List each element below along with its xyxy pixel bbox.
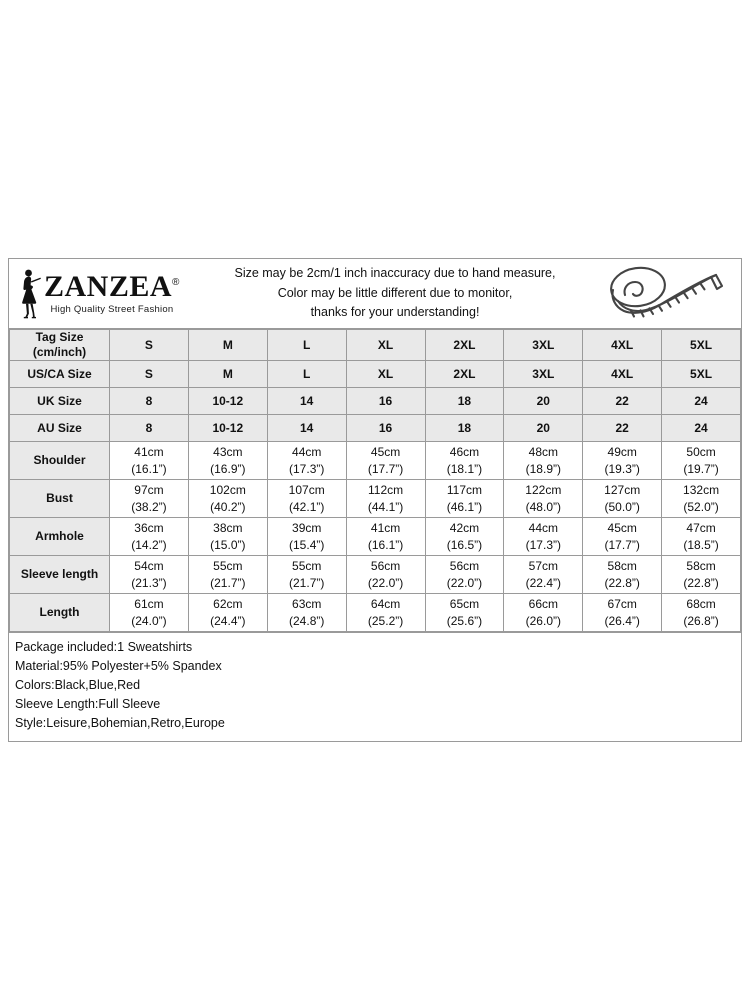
value-inch: (24.0”) bbox=[131, 613, 167, 628]
table-cell bbox=[425, 480, 504, 518]
value-cm: 44cm bbox=[292, 445, 322, 460]
value-cm: 122cm bbox=[525, 483, 562, 498]
value-inch: (15.4”) bbox=[289, 537, 325, 552]
table-row bbox=[10, 330, 741, 361]
brand-name-text: ZANZEA bbox=[44, 270, 173, 303]
value-cm: 36cm bbox=[134, 521, 164, 536]
value-cm: 55cm bbox=[292, 559, 322, 574]
footer-line: Package included:1 Sweatshirts bbox=[15, 640, 193, 654]
row-label: Bust bbox=[10, 480, 110, 518]
value-cm: 45cm bbox=[607, 521, 637, 536]
table-cell: XL bbox=[346, 361, 425, 388]
table-cell bbox=[267, 518, 346, 556]
table-cell: S bbox=[110, 361, 189, 388]
row-label: Shoulder bbox=[10, 442, 110, 480]
value-cm: 56cm bbox=[370, 559, 401, 574]
table-cell bbox=[504, 480, 583, 518]
row-label: Length bbox=[10, 594, 110, 632]
value-inch: (22.8”) bbox=[604, 575, 640, 590]
value-inch: (19.3”) bbox=[604, 461, 640, 476]
value-cm: 41cm bbox=[370, 521, 401, 536]
row-label-line-2: (cm/inch) bbox=[32, 345, 87, 359]
value-cm: 117cm bbox=[446, 483, 482, 498]
row-label-line-1: Tag Size bbox=[35, 330, 84, 344]
table-cell: 4XL bbox=[583, 361, 662, 388]
value-inch: (22.0”) bbox=[367, 575, 404, 590]
value-cm: 63cm bbox=[292, 597, 322, 612]
table-cell: 8 bbox=[110, 415, 189, 442]
value-inch: (38.2”) bbox=[131, 499, 167, 514]
value-cm: 127cm bbox=[604, 483, 641, 498]
row-label: US/CA Size bbox=[10, 361, 110, 388]
table-cell bbox=[267, 556, 346, 594]
table-cell bbox=[504, 556, 583, 594]
value-inch: (17.3”) bbox=[289, 461, 325, 476]
table-cell bbox=[188, 594, 267, 632]
table-cell bbox=[188, 518, 267, 556]
table-cell bbox=[662, 594, 741, 632]
value-cm: 41cm bbox=[134, 445, 164, 460]
value-inch: (21.7”) bbox=[289, 575, 325, 590]
value-inch: (14.2”) bbox=[131, 537, 167, 552]
table-cell: 16 bbox=[346, 388, 425, 415]
table-row bbox=[10, 594, 741, 632]
brand-logo bbox=[9, 259, 199, 328]
value-inch: (16.5”) bbox=[446, 537, 483, 552]
table-cell bbox=[188, 442, 267, 480]
table-cell: 14 bbox=[267, 388, 346, 415]
table-cell: XL bbox=[346, 330, 425, 361]
value-inch: (16.9”) bbox=[210, 461, 246, 476]
value-cm: 43cm bbox=[213, 445, 243, 460]
table-cell: 10-12 bbox=[188, 388, 267, 415]
value-cm: 102cm bbox=[209, 483, 246, 498]
value-inch: (25.2”) bbox=[367, 613, 404, 628]
value-inch: (26.8”) bbox=[683, 613, 719, 628]
value-cm: 97cm bbox=[134, 483, 164, 498]
table-cell bbox=[267, 480, 346, 518]
value-cm: 58cm bbox=[607, 559, 637, 574]
table-cell bbox=[425, 442, 504, 480]
table-row bbox=[10, 361, 741, 388]
table-cell: 20 bbox=[504, 415, 583, 442]
value-cm: 107cm bbox=[288, 483, 325, 498]
table-cell bbox=[110, 556, 189, 594]
row-label bbox=[10, 330, 110, 361]
measurement-notice bbox=[199, 264, 591, 322]
value-cm: 54cm bbox=[134, 559, 164, 574]
table-cell: 22 bbox=[583, 415, 662, 442]
chart-header-banner bbox=[9, 259, 741, 329]
value-cm: 42cm bbox=[449, 521, 480, 536]
value-cm: 64cm bbox=[370, 597, 401, 612]
table-cell bbox=[583, 480, 662, 518]
value-cm: 38cm bbox=[213, 521, 243, 536]
table-cell: 14 bbox=[267, 415, 346, 442]
footer-line: Sleeve Length:Full Sleeve bbox=[15, 697, 161, 711]
table-row bbox=[10, 556, 741, 594]
table-cell: 24 bbox=[662, 415, 741, 442]
table-cell bbox=[110, 442, 189, 480]
value-cm: 55cm bbox=[213, 559, 243, 574]
value-inch: (40.2”) bbox=[210, 499, 246, 514]
table-row bbox=[10, 415, 741, 442]
value-cm: 47cm bbox=[686, 521, 716, 536]
table-cell: 10-12 bbox=[188, 415, 267, 442]
size-measurement-table bbox=[9, 329, 741, 632]
value-inch: (18.9”) bbox=[525, 461, 561, 476]
table-cell bbox=[583, 556, 662, 594]
value-inch: (22.8”) bbox=[683, 575, 719, 590]
table-cell bbox=[346, 442, 425, 480]
table-cell bbox=[662, 518, 741, 556]
registered-trademark-icon: ® bbox=[172, 277, 180, 288]
table-cell: 2XL bbox=[425, 361, 504, 388]
footer-line: Colors:Black,Blue,Red bbox=[15, 678, 141, 692]
table-cell bbox=[267, 594, 346, 632]
table-cell bbox=[504, 594, 583, 632]
brand-text-block bbox=[44, 272, 180, 315]
value-inch: (26.0”) bbox=[525, 613, 561, 628]
table-cell: 5XL bbox=[662, 330, 741, 361]
table-cell bbox=[346, 594, 425, 632]
footer-line: Material:95% Polyester+5% Spandex bbox=[15, 659, 222, 673]
table-cell: 3XL bbox=[504, 361, 583, 388]
value-cm: 45cm bbox=[370, 445, 401, 460]
value-inch: (18.5”) bbox=[683, 537, 719, 552]
table-cell bbox=[188, 556, 267, 594]
value-inch: (17.3”) bbox=[525, 537, 561, 552]
value-inch: (15.0”) bbox=[210, 537, 246, 552]
value-inch: (21.7”) bbox=[210, 575, 246, 590]
table-cell bbox=[662, 556, 741, 594]
value-cm: 62cm bbox=[213, 597, 243, 612]
value-cm: 46cm bbox=[449, 445, 480, 460]
value-inch: (24.8”) bbox=[289, 613, 325, 628]
table-cell bbox=[346, 518, 425, 556]
value-inch: (19.7”) bbox=[683, 461, 719, 476]
value-cm: 44cm bbox=[528, 521, 558, 536]
value-cm: 57cm bbox=[528, 559, 558, 574]
table-row bbox=[10, 480, 741, 518]
value-cm: 39cm bbox=[292, 521, 322, 536]
table-cell: 16 bbox=[346, 415, 425, 442]
value-inch: (17.7”) bbox=[367, 461, 404, 476]
value-inch: (25.6”) bbox=[446, 613, 483, 628]
table-cell: 3XL bbox=[504, 330, 583, 361]
table-cell: 24 bbox=[662, 388, 741, 415]
value-cm: 66cm bbox=[528, 597, 558, 612]
table-cell: 8 bbox=[110, 388, 189, 415]
value-cm: 65cm bbox=[449, 597, 480, 612]
table-cell bbox=[583, 442, 662, 480]
table-cell: 5XL bbox=[662, 361, 741, 388]
notice-line-1: Size may be 2cm/1 inch inaccuracy due to hand measure, bbox=[234, 266, 556, 281]
table-cell bbox=[662, 442, 741, 480]
table-cell bbox=[662, 480, 741, 518]
table-cell: L bbox=[267, 361, 346, 388]
value-inch: (24.4”) bbox=[210, 613, 246, 628]
notice-line-2: Color may be little different due to monitor, bbox=[277, 285, 513, 300]
value-inch: (22.4”) bbox=[525, 575, 561, 590]
value-cm: 112cm bbox=[367, 483, 404, 498]
table-cell bbox=[110, 480, 189, 518]
table-cell: 4XL bbox=[583, 330, 662, 361]
table-cell: L bbox=[267, 330, 346, 361]
table-row bbox=[10, 518, 741, 556]
table-cell bbox=[346, 480, 425, 518]
product-details-footer bbox=[9, 632, 741, 741]
value-cm: 61cm bbox=[134, 597, 164, 612]
value-inch: (17.7”) bbox=[604, 537, 640, 552]
value-cm: 132cm bbox=[683, 483, 720, 498]
value-inch: (22.0”) bbox=[446, 575, 483, 590]
table-cell: 18 bbox=[425, 388, 504, 415]
value-cm: 49cm bbox=[607, 445, 637, 460]
table-cell: 2XL bbox=[425, 330, 504, 361]
woman-silhouette-icon bbox=[15, 268, 43, 320]
brand-name bbox=[44, 272, 180, 302]
size-table-body bbox=[10, 330, 741, 632]
table-cell bbox=[267, 442, 346, 480]
table-cell: S bbox=[110, 330, 189, 361]
row-label: Sleeve length bbox=[10, 556, 110, 594]
table-cell bbox=[188, 480, 267, 518]
table-cell bbox=[583, 518, 662, 556]
table-cell bbox=[425, 594, 504, 632]
value-inch: (18.1”) bbox=[446, 461, 483, 476]
value-inch: (26.4”) bbox=[604, 613, 640, 628]
table-row bbox=[10, 388, 741, 415]
table-cell: 18 bbox=[425, 415, 504, 442]
table-cell bbox=[504, 518, 583, 556]
row-label: AU Size bbox=[10, 415, 110, 442]
table-cell: 22 bbox=[583, 388, 662, 415]
value-cm: 58cm bbox=[686, 559, 716, 574]
table-cell bbox=[110, 518, 189, 556]
value-inch: (44.1”) bbox=[367, 499, 404, 514]
table-cell bbox=[346, 556, 425, 594]
table-cell bbox=[425, 556, 504, 594]
footer-line: Style:Leisure,Bohemian,Retro,Europe bbox=[15, 716, 225, 730]
table-cell bbox=[110, 594, 189, 632]
row-label: Armhole bbox=[10, 518, 110, 556]
table-cell: M bbox=[188, 330, 267, 361]
brand-tagline: High Quality Street Fashion bbox=[50, 304, 174, 315]
value-inch: (50.0”) bbox=[604, 499, 640, 514]
table-cell bbox=[504, 442, 583, 480]
value-inch: (46.1”) bbox=[446, 499, 483, 514]
value-cm: 67cm bbox=[607, 597, 637, 612]
value-inch: (21.3”) bbox=[131, 575, 167, 590]
table-cell: 20 bbox=[504, 388, 583, 415]
value-cm: 56cm bbox=[449, 559, 480, 574]
value-inch: (42.1”) bbox=[289, 499, 325, 514]
table-row bbox=[10, 442, 741, 480]
table-cell: M bbox=[188, 361, 267, 388]
value-inch: (16.1”) bbox=[131, 461, 167, 476]
size-chart-container bbox=[8, 258, 742, 742]
row-label: UK Size bbox=[10, 388, 110, 415]
value-cm: 48cm bbox=[528, 445, 558, 460]
notice-line-3: thanks for your understanding! bbox=[310, 305, 480, 320]
table-cell bbox=[425, 518, 504, 556]
value-inch: (52.0”) bbox=[683, 499, 719, 514]
value-cm: 68cm bbox=[686, 597, 716, 612]
value-inch: (16.1”) bbox=[367, 537, 404, 552]
table-cell bbox=[583, 594, 662, 632]
value-inch: (48.0”) bbox=[525, 499, 561, 514]
measuring-tape-icon bbox=[591, 259, 741, 328]
value-cm: 50cm bbox=[686, 445, 716, 460]
